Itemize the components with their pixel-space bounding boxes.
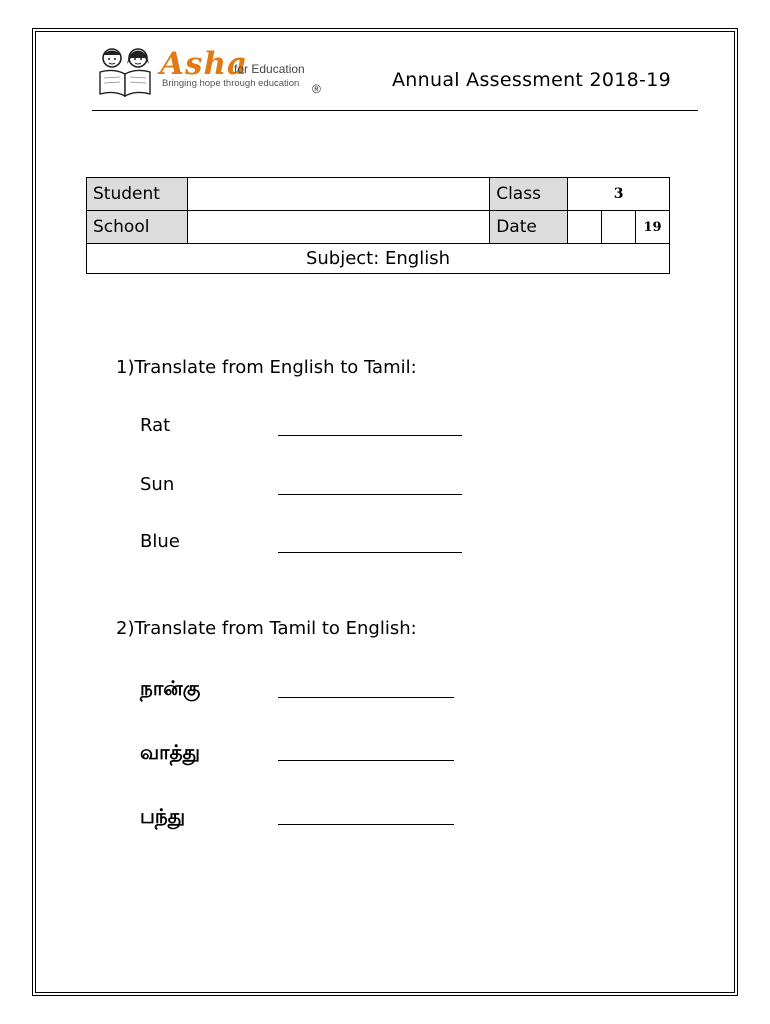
- logo-name: Asha: [160, 46, 249, 82]
- subject-row: [87, 244, 670, 274]
- student-label: Student: [87, 178, 188, 211]
- english-word-3: Blue: [140, 531, 180, 552]
- answer-blank-6[interactable]: [278, 824, 454, 825]
- date-label: Date: [490, 211, 568, 244]
- question-1-title: 1)Translate from English to Tamil:: [116, 357, 417, 378]
- english-word-1: Rat: [140, 415, 171, 436]
- question-2-title: 2)Translate from Tamil to English:: [116, 618, 417, 639]
- answer-blank-1[interactable]: [278, 435, 462, 436]
- asha-logo: [96, 44, 336, 100]
- date-day-field[interactable]: [568, 211, 602, 244]
- tamil-word-1: நான்கு: [140, 676, 201, 700]
- english-word-2: Sun: [140, 474, 175, 495]
- school-name-field[interactable]: [187, 211, 489, 244]
- subject-label: Subject: English: [87, 244, 670, 274]
- class-value: 3: [568, 178, 670, 211]
- class-label: Class: [490, 178, 568, 211]
- answer-blank-3[interactable]: [278, 552, 462, 553]
- student-row: [87, 178, 670, 211]
- children-reading-icon: [96, 44, 160, 100]
- date-year-value: 19: [635, 211, 669, 244]
- school-row: [87, 211, 670, 244]
- header-divider: [92, 110, 698, 111]
- answer-blank-2[interactable]: [278, 494, 462, 495]
- logo-tagline: Bringing hope through education: [162, 78, 300, 89]
- student-name-field[interactable]: [187, 178, 489, 211]
- page-border: [32, 28, 738, 996]
- date-month-field[interactable]: [602, 211, 636, 244]
- school-label: School: [87, 211, 188, 244]
- registered-mark: ®: [312, 82, 321, 96]
- assessment-title: Annual Assessment 2018-19: [392, 69, 671, 91]
- answer-blank-5[interactable]: [278, 760, 454, 761]
- answer-blank-4[interactable]: [278, 697, 454, 698]
- logo-for-text: for Education: [234, 62, 305, 76]
- student-info-table: [86, 177, 670, 274]
- tamil-word-3: பந்து: [140, 804, 186, 828]
- tamil-word-2: வாத்து: [140, 740, 200, 764]
